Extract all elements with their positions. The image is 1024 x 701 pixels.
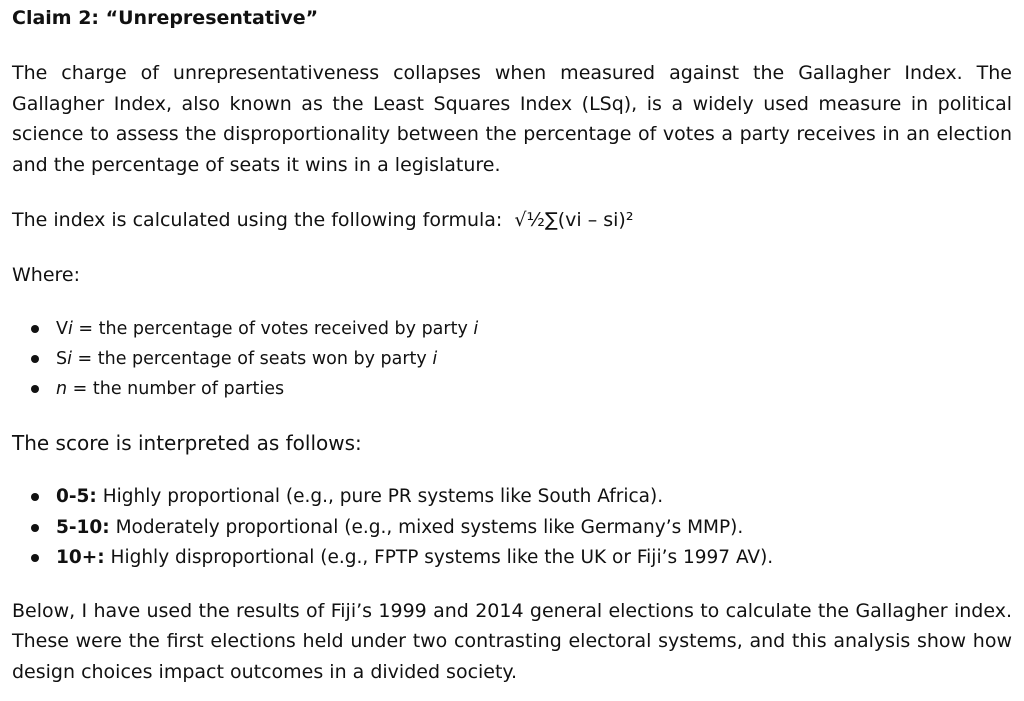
variable-symbol-italic: i — [67, 349, 72, 369]
list-item-score-0-5 — [12, 482, 1012, 513]
where-label: Where: — [12, 263, 81, 286]
score-list — [12, 482, 1012, 574]
score-description: Moderately proportional (e.g., mixed systems like Germany’s MMP). — [109, 516, 744, 538]
gallagher-formula: √½∑(vi – si)² — [514, 209, 634, 231]
variable-definition: = the percentage of votes received by party — [72, 319, 474, 339]
score-heading: The score is interpreted as follows: — [12, 431, 362, 455]
variable-definition: = the percentage of seats won by party — [71, 349, 433, 369]
score-range: 10+: — [56, 547, 105, 568]
list-item-score-5-10 — [12, 513, 1012, 544]
variable-party-italic: i — [473, 319, 479, 339]
variable-party-italic: i — [432, 349, 438, 369]
formula-intro-text: The index is calculated using the following formula: — [12, 209, 503, 231]
claim-heading: Claim 2: “Unrepresentative” — [12, 7, 319, 29]
intro-paragraph: The charge of unrepresentativeness collapses when measured against the Gallagher Index. The Gallagher Index, also known as the Least Squares Index (LSq), is a widely used measure in political science to assess the disproportionality between the percentage of votes a party receives in an election and the percentage of seats it wins in a legislature. — [12, 62, 1012, 176]
variable-definition: = the number of parties — [67, 379, 285, 399]
score-description: Highly disproportional (e.g., FPTP systems like the UK or Fiji’s 1997 AV). — [104, 547, 774, 568]
score-range: 0-5: — [56, 486, 97, 507]
list-item-vi — [12, 314, 1012, 344]
score-description: Highly proportional (e.g., pure PR systems like South Africa). — [96, 486, 664, 507]
list-item-si — [12, 344, 1012, 374]
variable-symbol-prefix: S — [56, 349, 68, 369]
list-item-n — [12, 374, 1012, 404]
variable-symbol-italic: i — [67, 319, 73, 339]
formula-paragraph — [12, 205, 1012, 236]
variable-symbol-prefix: V — [56, 319, 68, 339]
score-range: 5-10: — [56, 516, 110, 538]
conclusion-paragraph: Below, I have used the results of Fiji’s 1999 and 2014 general elections to calculate the Gallagher index. These were the first elections held under two contrasting electoral systems, and this analysis show how design choices impact outcomes in a divided society. — [12, 599, 1012, 683]
list-item-score-10-plus — [12, 543, 1012, 574]
variable-list — [12, 314, 1012, 404]
variable-symbol-italic: n — [56, 379, 68, 399]
